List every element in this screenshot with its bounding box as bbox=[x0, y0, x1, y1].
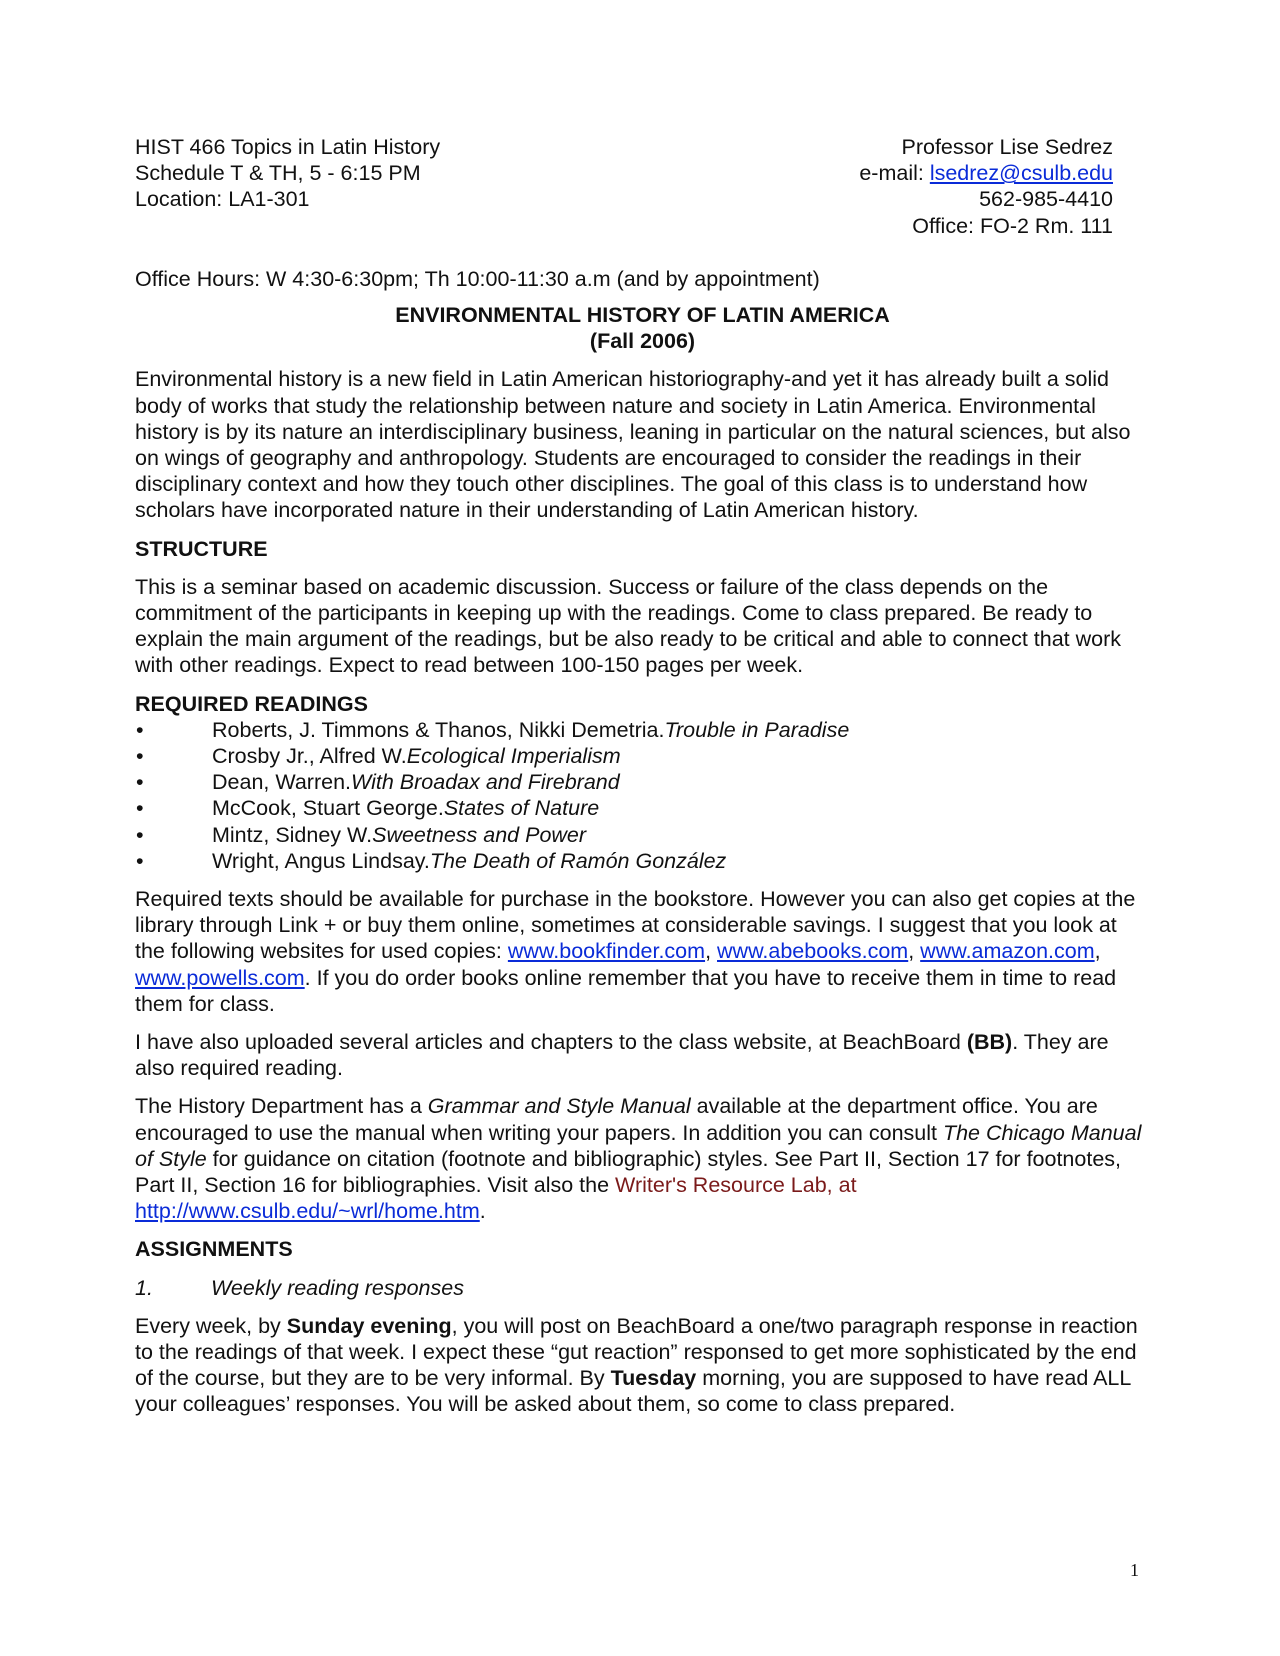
email-label: e-mail: bbox=[859, 161, 930, 186]
course-schedule: Schedule T & TH, 5 - 6:15 PM bbox=[135, 161, 421, 186]
bookstore-paragraph bbox=[135, 886, 1150, 1017]
bullet: • bbox=[136, 848, 144, 873]
style-text-1: The History Department has a bbox=[135, 1094, 428, 1119]
course-header bbox=[135, 134, 1113, 239]
readings-list bbox=[135, 717, 1150, 874]
list-item bbox=[135, 822, 1150, 848]
reading-author: Dean, Warren. bbox=[212, 770, 352, 795]
assignments-heading: ASSIGNMENTS bbox=[135, 1237, 293, 1262]
reading-title: With Broadax and Firebrand bbox=[351, 770, 620, 795]
structure-heading: STRUCTURE bbox=[135, 536, 268, 561]
bookstore-text-end: . If you do order books online remember that you have to receive them in time to read them for class. bbox=[135, 965, 1117, 1016]
bullet: • bbox=[136, 743, 144, 768]
style-manual-title: Grammar and Style Manual bbox=[427, 1094, 691, 1119]
chicago-manual-title: The Chicago Manual of Style bbox=[135, 1120, 1142, 1171]
reading-title: States of Nature bbox=[443, 796, 600, 821]
weekly-response-paragraph bbox=[135, 1313, 1150, 1418]
list-item bbox=[135, 743, 1150, 769]
bookfinder-link[interactable]: www.bookfinder.com bbox=[507, 939, 706, 964]
phone-number: 562-985-4410 bbox=[979, 187, 1113, 212]
separator: , bbox=[908, 939, 921, 964]
list-item bbox=[135, 769, 1150, 795]
beachboard-paragraph bbox=[135, 1029, 1150, 1081]
response-day: Tuesday bbox=[610, 1366, 697, 1391]
style-text-end: . bbox=[479, 1199, 486, 1224]
beachboard-text-end: . They are also required reading. bbox=[135, 1029, 1109, 1081]
office-location: Office: FO-2 Rm. 111 bbox=[912, 213, 1113, 238]
instructor-info bbox=[859, 134, 1113, 239]
readings-heading: REQUIRED READINGS bbox=[135, 691, 368, 716]
bullet: • bbox=[136, 796, 144, 821]
reading-author: Wright, Angus Lindsay. bbox=[212, 848, 430, 873]
reading-author: Mintz, Sidney W. bbox=[212, 822, 373, 847]
style-text-2: available at the department office. You are encouraged to use the manual when writing your papers. In addition you can consult bbox=[135, 1094, 1098, 1145]
bookstore-text: Required texts should be available for purchase in the bookstore. However you can also get copies at the library through Link + or buy them online, sometimes at considerable savings. I suggest that you look at the following websites for used copies: bbox=[135, 886, 1136, 964]
assignment-number: 1. bbox=[135, 1275, 153, 1300]
reading-author: McCook, Stuart George. bbox=[212, 796, 444, 821]
structure-paragraph: This is a seminar based on academic discussion. Success or failure of the class depends on the commitment of the participants in keeping up with the readings. Come to class prepared. Be ready to explain the main argument of the readings, but be also ready to be critical and able to connect that work with other readings. Expect to read between 100-150 pages per week. bbox=[135, 574, 1122, 678]
bullet: • bbox=[136, 822, 144, 847]
page-number: 1 bbox=[1130, 1560, 1139, 1580]
beachboard-text: I have also uploaded several articles and chapters to the class website, at BeachBoard bbox=[135, 1029, 967, 1054]
course-title-text: ENVIRONMENTAL HISTORY OF LATIN AMERICA bbox=[395, 302, 890, 327]
reading-title: Ecological Imperialism bbox=[406, 743, 621, 768]
course-title bbox=[135, 302, 1150, 354]
list-item bbox=[135, 848, 1150, 874]
course-term: (Fall 2006) bbox=[589, 329, 696, 354]
bullet: • bbox=[136, 717, 144, 742]
course-name: HIST 466 Topics in Latin History bbox=[135, 135, 441, 159]
course-location: Location: LA1-301 bbox=[135, 187, 310, 212]
powells-link[interactable]: www.powells.com bbox=[135, 965, 305, 990]
style-manual-paragraph bbox=[135, 1093, 1150, 1224]
assignment-title: Weekly reading responses bbox=[211, 1275, 464, 1300]
assignment-item bbox=[135, 1275, 1150, 1301]
intro-paragraph: Environmental history is a new field in Latin American historiography-and yet it has already built a solid body of works that study the relationship between nature and society in Latin America. Environmental history is by its nature an interdisciplinary business, leaning in particular on the natural sciences, but also on wings of geography and anthropology. Students are encouraged to consider the readings in their disciplinary context and how they touch other disciplines. The goal of this class is to understand how scholars have incorporated nature in their understanding of Latin American history. bbox=[135, 367, 1131, 523]
style-text-3: for guidance on citation (footnote and bibliographic) styles. See Part II, Section 17 for footnotes, Part II, Section 16 for bibliographies. Visit also the bbox=[135, 1146, 1121, 1197]
bullet: • bbox=[136, 770, 144, 795]
amazon-link[interactable]: www.amazon.com bbox=[920, 939, 1095, 964]
list-item bbox=[135, 795, 1150, 821]
abebooks-link[interactable]: www.abebooks.com bbox=[717, 939, 909, 964]
response-text-3: morning, you are supposed to have read ALL your colleagues’ responses. You will be asked about them, so come to class prepared. bbox=[135, 1366, 1131, 1417]
writers-lab-link[interactable]: http://www.csulb.edu/~wrl/home.htm bbox=[135, 1199, 480, 1224]
writers-lab-text: Writer's Resource Lab, at bbox=[615, 1172, 857, 1197]
professor-name: Professor Lise Sedrez bbox=[901, 135, 1113, 159]
reading-title: The Death of Ramón González bbox=[429, 848, 727, 873]
response-text-2: , you will post on BeachBoard a one/two paragraph response in reaction to the readings of that week. I expect these “gut reaction” responsed to get more sophisticated by the end of the course, but they are to be very informal. By bbox=[135, 1313, 1138, 1391]
reading-author: Roberts, J. Timmons & Thanos, Nikki Demetria. bbox=[212, 717, 665, 742]
course-info bbox=[135, 134, 440, 239]
office-hours: Office Hours: W 4:30-6:30pm; Th 10:00-11:30 a.m (and by appointment) bbox=[135, 266, 820, 291]
response-text-1: Every week, by bbox=[135, 1313, 287, 1338]
reading-title: Sweetness and Power bbox=[372, 822, 587, 847]
separator: , bbox=[1094, 939, 1101, 964]
list-item bbox=[135, 717, 1150, 743]
separator: , bbox=[705, 939, 718, 964]
syllabus-page bbox=[135, 134, 1150, 1418]
reading-author: Crosby Jr., Alfred W. bbox=[212, 743, 407, 768]
email-line bbox=[859, 160, 1113, 186]
reading-title: Trouble in Paradise bbox=[664, 717, 850, 742]
email-link[interactable]: lsedrez@csulb.edu bbox=[929, 161, 1113, 186]
beachboard-abbrev: (BB) bbox=[966, 1029, 1013, 1054]
response-deadline: Sunday evening bbox=[286, 1313, 452, 1338]
